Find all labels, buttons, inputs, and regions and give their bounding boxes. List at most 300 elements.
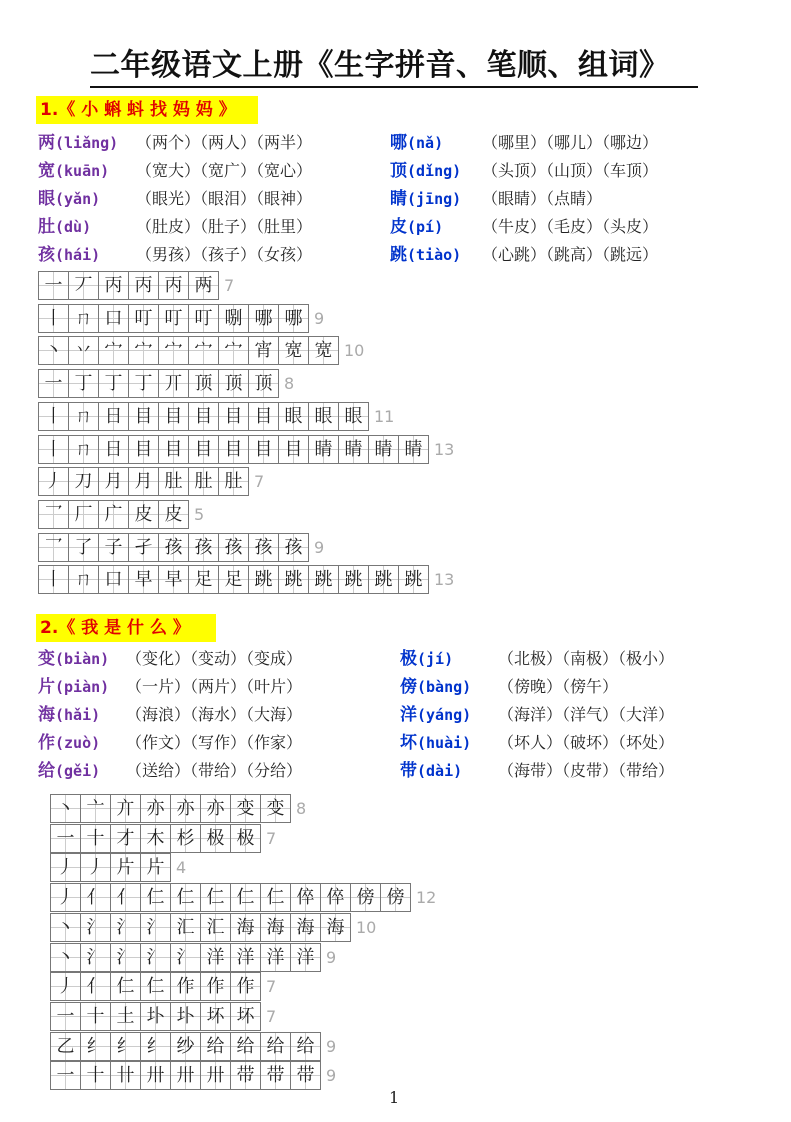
stroke-cell: 亻 [81, 973, 111, 1000]
stroke-cell: 乙 [51, 1033, 81, 1060]
vocab-pinyin: (gěi) [55, 762, 101, 780]
stroke-cell: 洋 [231, 944, 261, 971]
stroke-count: 8 [284, 374, 295, 394]
stroke-cell: 顶 [249, 370, 279, 397]
stroke-cell: 仁 [261, 884, 291, 911]
stroke-cell: 广 [99, 501, 129, 528]
stroke-cell: 月 [129, 468, 159, 495]
stroke-cell: 丨 [39, 566, 69, 593]
stroke-cell: 睛 [339, 436, 369, 463]
vocab-pinyin: (jí) [417, 650, 454, 668]
stroke-cell: 肚 [219, 468, 249, 495]
stroke-grid [50, 883, 411, 912]
stroke-cell: 哵 [219, 305, 249, 332]
stroke-cell: 皮 [159, 501, 189, 528]
vocab-character: 宽 [38, 161, 55, 181]
stroke-cell: 极 [231, 825, 261, 852]
vocab-words: （宽大）（宽广）（宽心） [136, 161, 313, 180]
stroke-cell: 宀 [159, 337, 189, 364]
vocab-words: （肚皮）（肚子）（肚里） [136, 217, 313, 236]
stroke-cell: 仁 [201, 884, 231, 911]
stroke-cell: 一 [51, 1062, 81, 1089]
vocab-entry-right [390, 214, 659, 240]
vocab-words: （送给）（带给）（分给） [126, 761, 303, 780]
vocab-character: 坏 [400, 733, 417, 753]
stroke-cell: 一 [39, 272, 69, 299]
stroke-grid [38, 500, 189, 529]
stroke-cell: 眼 [339, 403, 369, 430]
stroke-cell: 十 [81, 1003, 111, 1030]
stroke-order-row [50, 943, 336, 972]
stroke-cell: 孩 [279, 534, 309, 561]
stroke-order-row [50, 972, 276, 1001]
vocab-pinyin: (dù) [55, 218, 92, 236]
stroke-cell: 跳 [309, 566, 339, 593]
stroke-cell: 变 [261, 795, 291, 822]
stroke-grid [38, 304, 309, 333]
stroke-cell: 十 [81, 1062, 111, 1089]
vocab-pinyin: (zuò) [55, 734, 101, 752]
stroke-cell: 卅 [141, 1062, 171, 1089]
stroke-cell: 口 [99, 566, 129, 593]
stroke-cell: 氵 [111, 914, 141, 941]
stroke-cell: 傍 [381, 884, 411, 911]
stroke-cell: 肚 [159, 468, 189, 495]
stroke-order-row [38, 467, 264, 496]
vocab-character: 傍 [400, 677, 417, 697]
vocab-character: 睛 [390, 189, 407, 209]
vocab-character: 海 [38, 705, 55, 725]
stroke-cell: 亠 [81, 795, 111, 822]
stroke-count: 9 [326, 947, 337, 967]
stroke-cell: 卅 [171, 1062, 201, 1089]
stroke-cell: 海 [291, 914, 321, 941]
stroke-cell: 土 [111, 1003, 141, 1030]
stroke-cell: 亻 [81, 884, 111, 911]
stroke-cell: 亦 [201, 795, 231, 822]
stroke-cell: 丁 [99, 370, 129, 397]
stroke-grid [50, 853, 171, 882]
stroke-order-row [50, 913, 376, 942]
stroke-grid [38, 402, 369, 431]
stroke-grid [38, 467, 249, 496]
stroke-order-row [50, 794, 306, 823]
stroke-cell: 肚 [189, 468, 219, 495]
vocab-character: 顶 [390, 161, 407, 181]
stroke-cell: ㄇ [69, 436, 99, 463]
stroke-order-row [38, 369, 294, 398]
stroke-cell: 厂 [69, 501, 99, 528]
stroke-cell: 乛 [39, 501, 69, 528]
stroke-cell: 睛 [369, 436, 399, 463]
page-title: 二年级语文上册《生字拼音、笔顺、组词》 [90, 48, 698, 88]
stroke-cell: 亦 [141, 795, 171, 822]
stroke-count: 11 [374, 406, 395, 426]
vocab-pinyin: (nǎ) [407, 134, 444, 152]
stroke-cell: 海 [321, 914, 351, 941]
stroke-cell: 目 [159, 436, 189, 463]
stroke-cell: 顶 [219, 370, 249, 397]
stroke-cell: 孩 [189, 534, 219, 561]
vocab-entry-left [38, 646, 303, 672]
stroke-cell: 丆 [69, 272, 99, 299]
stroke-cell: 纱 [171, 1033, 201, 1060]
stroke-cell: 木 [141, 825, 171, 852]
stroke-cell: 宽 [309, 337, 339, 364]
stroke-cell: 早 [159, 566, 189, 593]
vocab-pinyin: (dǐng) [407, 162, 462, 180]
vocab-words: （海浪）（海水）（大海） [126, 705, 303, 724]
vocab-pinyin: (yǎn) [55, 190, 101, 208]
stroke-cell: 日 [99, 403, 129, 430]
stroke-cell: 跳 [369, 566, 399, 593]
vocab-words: （两个）（两人）（两半） [136, 133, 313, 152]
stroke-cell: 海 [231, 914, 261, 941]
stroke-cell: 顶 [189, 370, 219, 397]
stroke-cell: 坏 [201, 1003, 231, 1030]
vocab-pinyin: (tiào) [407, 246, 462, 264]
vocab-entry-left [38, 186, 313, 212]
stroke-cell: 宀 [189, 337, 219, 364]
stroke-cell: 皮 [129, 501, 159, 528]
vocab-character: 孩 [38, 245, 55, 265]
stroke-cell: 足 [219, 566, 249, 593]
stroke-order-row [38, 336, 364, 365]
stroke-cell: 片 [141, 854, 171, 881]
stroke-count: 9 [326, 1066, 337, 1086]
stroke-cell: 丨 [39, 436, 69, 463]
stroke-cell: 叮 [159, 305, 189, 332]
stroke-cell: 丷 [69, 337, 99, 364]
stroke-order-row [38, 402, 394, 431]
stroke-cell: 目 [129, 403, 159, 430]
page-number: 1 [389, 1088, 400, 1107]
stroke-cell: 坏 [231, 1003, 261, 1030]
stroke-cell: 卅 [201, 1062, 231, 1089]
stroke-cell: 才 [111, 825, 141, 852]
stroke-cell: 杉 [171, 825, 201, 852]
stroke-cell: ㄇ [69, 403, 99, 430]
stroke-cell: 亻 [111, 884, 141, 911]
vocab-words: （眼睛）（点睛） [482, 189, 603, 208]
stroke-grid [50, 972, 261, 1001]
stroke-cell: 丁 [129, 370, 159, 397]
vocab-entry-right [390, 130, 659, 156]
stroke-cell: 孑 [129, 534, 159, 561]
vocab-words: （心跳）（跳高）（跳远） [482, 245, 659, 264]
stroke-cell: 宵 [249, 337, 279, 364]
stroke-cell: 跳 [399, 566, 429, 593]
vocab-entry-right [400, 702, 675, 728]
vocab-pinyin: (jīng) [407, 190, 462, 208]
stroke-cell: 给 [291, 1033, 321, 1060]
stroke-cell: 丿 [51, 884, 81, 911]
vocab-character: 变 [38, 649, 55, 669]
stroke-cell: 宽 [279, 337, 309, 364]
stroke-cell: 目 [129, 436, 159, 463]
stroke-cell: 丁 [69, 370, 99, 397]
stroke-cell: 目 [189, 403, 219, 430]
stroke-count: 13 [434, 439, 455, 459]
vocab-pinyin: (hǎi) [55, 706, 101, 724]
stroke-cell: 丿 [39, 468, 69, 495]
stroke-cell: 纟 [81, 1033, 111, 1060]
vocab-entry-right [400, 730, 675, 756]
stroke-cell: 片 [111, 854, 141, 881]
stroke-count: 10 [356, 917, 377, 937]
vocab-entry-left [38, 130, 313, 156]
stroke-cell: 叮 [129, 305, 159, 332]
vocab-words: （傍晚）（傍午） [498, 677, 619, 696]
stroke-cell: 两 [189, 272, 219, 299]
vocab-pinyin: (pí) [407, 218, 444, 236]
vocab-pinyin: (yáng) [417, 706, 472, 724]
stroke-grid [38, 336, 339, 365]
vocab-words: （坏人）（破坏）（坏处） [498, 733, 675, 752]
stroke-count: 9 [314, 537, 325, 557]
vocab-entry-right [390, 242, 659, 268]
stroke-cell: 给 [261, 1033, 291, 1060]
stroke-cell: 带 [291, 1062, 321, 1089]
stroke-cell: 卄 [111, 1062, 141, 1089]
stroke-count: 12 [416, 888, 437, 908]
vocab-character: 哪 [390, 133, 407, 153]
stroke-cell: 目 [159, 403, 189, 430]
stroke-count: 8 [296, 799, 307, 818]
stroke-cell: 氵 [171, 944, 201, 971]
stroke-cell: 洋 [261, 944, 291, 971]
stroke-cell: 氵 [141, 944, 171, 971]
stroke-cell: 氵 [81, 914, 111, 941]
stroke-cell: 仁 [171, 884, 201, 911]
stroke-cell: 仁 [141, 973, 171, 1000]
stroke-cell: 丶 [39, 337, 69, 364]
vocab-character: 肚 [38, 217, 55, 237]
section-heading: 1.《 小 蝌 蚪 找 妈 妈 》 [36, 96, 258, 124]
stroke-cell: 宀 [219, 337, 249, 364]
stroke-cell: 亣 [111, 795, 141, 822]
vocab-entry-left [38, 214, 313, 240]
stroke-order-row [50, 883, 436, 912]
stroke-order-row [38, 533, 324, 562]
stroke-cell: 宀 [99, 337, 129, 364]
vocab-character: 给 [38, 761, 55, 781]
stroke-count: 5 [194, 504, 205, 524]
stroke-cell: 十 [81, 825, 111, 852]
stroke-grid [38, 271, 219, 300]
stroke-cell: 给 [201, 1033, 231, 1060]
stroke-cell: 日 [99, 436, 129, 463]
stroke-order-row [38, 304, 324, 333]
stroke-cell: 叮 [189, 305, 219, 332]
vocab-entry-left [38, 730, 303, 756]
vocab-words: （哪里）（哪儿）（哪边） [482, 133, 659, 152]
stroke-count: 7 [266, 977, 277, 997]
stroke-order-row [38, 500, 204, 529]
vocab-entry-left [38, 674, 303, 700]
vocab-character: 作 [38, 733, 55, 753]
vocab-character: 皮 [390, 217, 407, 237]
stroke-cell: 口 [99, 305, 129, 332]
stroke-cell: 丌 [159, 370, 189, 397]
stroke-cell: 哪 [279, 305, 309, 332]
stroke-cell: 宀 [129, 337, 159, 364]
stroke-cell: 目 [219, 436, 249, 463]
vocab-character: 眼 [38, 189, 55, 209]
stroke-order-row [50, 1032, 336, 1061]
stroke-cell: 乛 [39, 534, 69, 561]
vocab-entry-left [38, 758, 303, 784]
stroke-cell: 纟 [141, 1033, 171, 1060]
stroke-cell: 刀 [69, 468, 99, 495]
vocab-words: （作文）（写作）（作家） [126, 733, 303, 752]
vocab-entry-right [400, 674, 619, 700]
stroke-cell: 月 [99, 468, 129, 495]
stroke-cell: 目 [249, 436, 279, 463]
stroke-cell: 孩 [219, 534, 249, 561]
vocab-words: （北极）（南极）（极小） [498, 649, 675, 668]
stroke-grid [50, 1061, 321, 1090]
stroke-count: 7 [254, 472, 265, 492]
stroke-cell: ㄇ [69, 566, 99, 593]
vocab-character: 跳 [390, 245, 407, 265]
stroke-cell: 洋 [291, 944, 321, 971]
vocab-words: （男孩）（孩子）（女孩） [136, 245, 313, 264]
stroke-cell: 作 [201, 973, 231, 1000]
stroke-order-row [50, 853, 186, 882]
stroke-cell: 丿 [51, 973, 81, 1000]
stroke-cell: 目 [189, 436, 219, 463]
vocab-character: 极 [400, 649, 417, 669]
stroke-cell: 仁 [141, 884, 171, 911]
stroke-cell: 一 [51, 825, 81, 852]
stroke-cell: 跳 [279, 566, 309, 593]
vocab-pinyin: (kuān) [55, 162, 110, 180]
vocab-entry-left [38, 242, 313, 268]
stroke-cell: 汇 [171, 914, 201, 941]
stroke-count: 4 [176, 858, 187, 878]
vocab-entry-right [390, 158, 659, 184]
stroke-cell: 丿 [81, 854, 111, 881]
stroke-cell: 孩 [249, 534, 279, 561]
stroke-cell: 眼 [309, 403, 339, 430]
vocab-entry-right [390, 186, 603, 212]
stroke-cell: 变 [231, 795, 261, 822]
stroke-cell: 眼 [279, 403, 309, 430]
stroke-count: 7 [224, 276, 235, 295]
vocab-words: （变化）（变动）（变成） [126, 649, 303, 668]
vocab-pinyin: (piàn) [55, 678, 110, 696]
stroke-cell: 子 [99, 534, 129, 561]
stroke-cell: 目 [249, 403, 279, 430]
stroke-cell: 丙 [99, 272, 129, 299]
vocab-entry-right [400, 646, 675, 672]
stroke-cell: 氵 [141, 914, 171, 941]
stroke-cell: 丨 [39, 403, 69, 430]
stroke-cell: 傍 [351, 884, 381, 911]
stroke-cell: 一 [51, 1003, 81, 1030]
stroke-cell: 目 [219, 403, 249, 430]
stroke-grid [50, 943, 321, 972]
stroke-cell: 倅 [291, 884, 321, 911]
stroke-order-row [50, 1061, 336, 1090]
stroke-cell: 纟 [111, 1033, 141, 1060]
vocab-pinyin: (bàng) [417, 678, 472, 696]
stroke-cell: 带 [231, 1062, 261, 1089]
stroke-order-row [50, 824, 276, 853]
vocab-entry-right [400, 758, 675, 784]
vocab-character: 片 [38, 677, 55, 697]
stroke-grid [50, 1032, 321, 1061]
stroke-cell: 孩 [159, 534, 189, 561]
stroke-cell: 丿 [51, 854, 81, 881]
stroke-count: 13 [434, 570, 455, 590]
vocab-pinyin: (dài) [417, 762, 463, 780]
stroke-cell: 带 [261, 1062, 291, 1089]
stroke-cell: 圤 [141, 1003, 171, 1030]
stroke-cell: 睛 [399, 436, 429, 463]
stroke-cell: 海 [261, 914, 291, 941]
stroke-count: 9 [326, 1036, 337, 1056]
stroke-cell: 丨 [39, 305, 69, 332]
stroke-cell: 丙 [159, 272, 189, 299]
vocab-entry-left [38, 702, 303, 728]
section-heading: 2.《 我 是 什 么 》 [36, 614, 216, 642]
stroke-count: 10 [344, 341, 365, 361]
vocab-words: （一片）（两片）（叶片） [126, 677, 303, 696]
stroke-cell: 了 [69, 534, 99, 561]
stroke-cell: 仁 [231, 884, 261, 911]
vocab-words: （眼光）（眼泪）（眼神） [136, 189, 313, 208]
stroke-cell: 哪 [249, 305, 279, 332]
vocab-character: 洋 [400, 705, 417, 725]
stroke-cell: ㄇ [69, 305, 99, 332]
vocab-pinyin: (biàn) [55, 650, 110, 668]
stroke-cell: 洋 [201, 944, 231, 971]
stroke-cell: 圤 [171, 1003, 201, 1030]
stroke-cell: 倅 [321, 884, 351, 911]
vocab-words: （牛皮）（毛皮）（头皮） [482, 217, 659, 236]
stroke-cell: 睛 [309, 436, 339, 463]
stroke-cell: 极 [201, 825, 231, 852]
stroke-count: 7 [266, 828, 277, 848]
stroke-cell: 仁 [111, 973, 141, 1000]
stroke-cell: 丶 [51, 795, 81, 822]
stroke-order-row [38, 435, 454, 464]
stroke-cell: 早 [129, 566, 159, 593]
stroke-cell: 汇 [201, 914, 231, 941]
vocab-words: （海带）（皮带）（带给） [498, 761, 675, 780]
vocab-character: 带 [400, 761, 417, 781]
stroke-order-row [50, 1002, 276, 1031]
stroke-cell: 跳 [249, 566, 279, 593]
stroke-cell: 丶 [51, 944, 81, 971]
stroke-grid [38, 533, 309, 562]
stroke-cell: 氵 [111, 944, 141, 971]
stroke-grid [38, 369, 279, 398]
vocab-words: （海洋）（洋气）（大洋） [498, 705, 675, 724]
stroke-order-row [38, 565, 454, 594]
stroke-cell: 一 [39, 370, 69, 397]
vocab-words: （头顶）（山顶）（车顶） [482, 161, 659, 180]
vocab-pinyin: (huài) [417, 734, 472, 752]
stroke-grid [50, 794, 291, 823]
stroke-count: 7 [266, 1006, 277, 1026]
stroke-cell: 氵 [81, 944, 111, 971]
vocab-character: 两 [38, 133, 55, 153]
stroke-cell: 跳 [339, 566, 369, 593]
stroke-cell: 作 [171, 973, 201, 1000]
